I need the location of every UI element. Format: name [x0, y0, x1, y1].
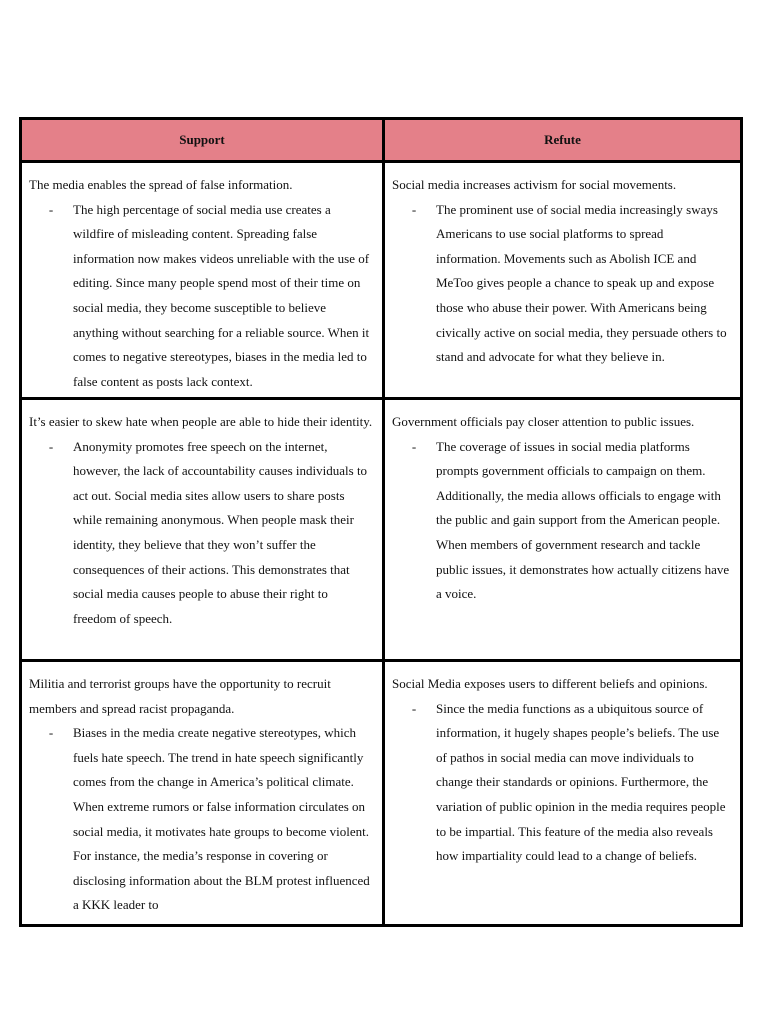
support-claim: Militia and terrorist groups have the opportunity to recruit members and spread racist propaganda. — [29, 676, 331, 716]
refute-bullet — [392, 198, 733, 370]
header-refute — [385, 120, 740, 163]
refute-cell-2 — [385, 400, 740, 662]
refute-detail: The coverage of issues in social media platforms prompts government officials to campaign on them. Additionally, the media allows officials to engage with the public and gain support from the American people. When members of government research and tackle public issues, it demonstrates how actually citizens have a voice. — [436, 438, 730, 602]
support-cell-3 — [22, 662, 385, 924]
support-cell-1 — [22, 163, 385, 400]
bullet-dash: - — [411, 438, 417, 454]
refute-detail: The prominent use of social media increasingly sways Americans to use social platforms to spread information. Movements such as Abolish ICE and MeToo gives people a chance to speak up and expose those who abuse their power. With Americans being civically active on social media, they persuade others to stand and advocate for what they believe in. — [436, 201, 727, 365]
header-refute-label: Refute — [544, 132, 581, 147]
refute-detail: Since the media functions as a ubiquitous source of information, it hugely shapes people’s beliefs. The use of pathos in social media can move individuals to change their standards or opinions. Furthermore, the variation of public opinion in the media requires people to be impartial. This feature of the media also reveals how impartiality could lead to a change of beliefs. — [436, 700, 726, 864]
support-detail: Anonymity promotes free speech on the internet, however, the lack of accountability causes individuals to act out. Social media sites allow users to share posts while remaining anonymous. When people mask their identity, they believe that they won’t suffer the consequences of their actions. This demonstrates that social media causes people to abuse their right to freedom of speech. — [73, 438, 368, 626]
header-support — [22, 120, 385, 163]
refute-bullet — [392, 435, 733, 607]
bullet-dash: - — [411, 201, 417, 217]
refute-bullet — [392, 697, 733, 869]
bullet-dash: - — [411, 700, 417, 716]
refute-cell-3 — [385, 662, 740, 924]
support-detail: The high percentage of social media use creates a wildfire of misleading content. Spreading false information now makes videos unreliable with the use of editing. Since many people spend most of their time on social media, they become susceptible to believe anything without searching for a reliable source. When it comes to negative stereotypes, biases in the media led to false content as posts lack context. — [73, 201, 370, 389]
refute-claim: Social Media exposes users to different beliefs and opinions. — [392, 676, 708, 691]
support-detail: Biases in the media create negative stereotypes, which fuels hate speech. The trend in hate speech significantly comes from the change in America’s political climate. When extreme rumors or false information circulates on social media, it motivates hate groups to become violent. For instance, the media’s response in covering or disclosing information about the BLM protest influenced a KKK leader to — [73, 725, 370, 913]
support-claim: It’s easier to skew hate when people are able to hide their identity. — [29, 414, 373, 429]
support-bullet — [29, 721, 375, 918]
bullet-dash: - — [48, 725, 54, 741]
header-support-label: Support — [179, 132, 225, 147]
support-bullet — [29, 198, 375, 395]
support-bullet — [29, 435, 375, 632]
bullet-dash: - — [48, 201, 54, 217]
refute-claim: Government officials pay closer attention to public issues. — [392, 414, 695, 429]
argument-table — [19, 117, 743, 927]
refute-claim: Social media increases activism for social movements. — [392, 177, 677, 192]
support-claim: The media enables the spread of false information. — [29, 177, 293, 192]
refute-cell-1 — [385, 163, 740, 400]
bullet-dash: - — [48, 438, 54, 454]
support-cell-2 — [22, 400, 385, 662]
